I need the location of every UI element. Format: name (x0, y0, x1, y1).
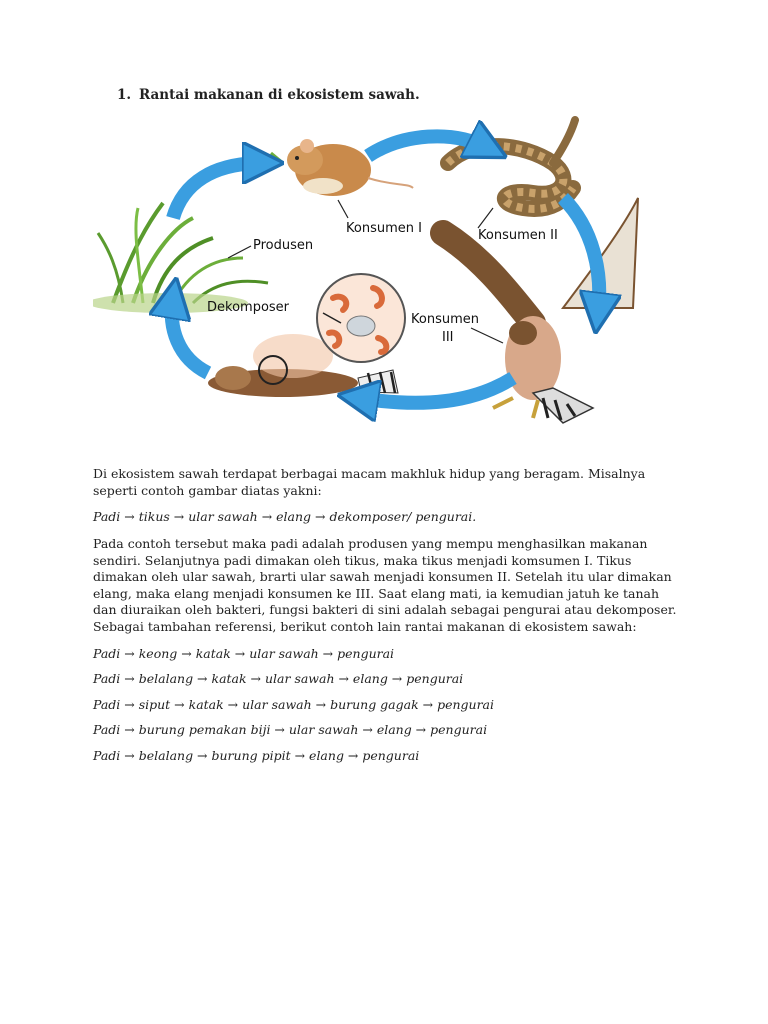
section-heading (117, 87, 420, 103)
main-food-chain: Padi → tikus → ular sawah → elang → dekomposer/ pengurai. (93, 509, 477, 524)
explanation-paragraph: Pada contoh tersebut maka padi adalah produsen yang mempu menghasilkan makanan sendiri. Selanjutnya padi dimakan oleh tikus, maka tikus menjadi komsumen I. Tikus dimakan oleh ular sawah, brarti ular sawah menjadi konsumen II. Setelah itu ular dimakan elang, maka elang menjadi konsumen ke III. Saat elang mati, ia kemudian jatuh ke tanah dan diuraikan oleh bakteri, fungsi bakteri di sini adalah sebagai pengurai atau dekomposer. Sebagai tambahan referensi, berikut contoh lain rantai makanan di ekosistem sawah: (93, 536, 677, 634)
heading-number: 1. (117, 87, 132, 103)
intro-paragraph: Di ekosistem sawah terdapat berbagai macam makhluk hidup yang beragam. Misalnya seperti contoh gambar diatas yakni: (93, 466, 646, 498)
label-dekomposer: Dekomposer (207, 300, 290, 315)
label-konsumen-3-line2: III (442, 330, 454, 345)
label-konsumen-2: Konsumen II (478, 228, 558, 243)
label-konsumen-3-line1: Konsumen (411, 312, 479, 327)
food-chain-example: Padi → belalang → burung pipit → elang → pengurai (93, 748, 420, 763)
food-chain-example: Padi → belalang → katak → ular sawah → elang → pengurai (93, 671, 464, 686)
food-chain-example: Padi → burung pemakan biji → ular sawah → elang → pengurai (93, 722, 488, 737)
arrow-producer-to-mouse (173, 163, 263, 218)
food-chain-illustration (93, 108, 655, 434)
food-chain-example: Padi → siput → katak → ular sawah → burung gagak → pengurai (93, 697, 495, 712)
label-konsumen-1: Konsumen I (346, 221, 422, 236)
heading-title: Rantai makanan di ekosistem sawah. (139, 87, 420, 103)
decomposer-magnified-icon (317, 274, 405, 362)
grass-illustration (93, 203, 268, 313)
label-produsen: Produsen (253, 238, 314, 253)
food-chain-example: Padi → keong → katak → ular sawah → pengurai (93, 646, 395, 661)
